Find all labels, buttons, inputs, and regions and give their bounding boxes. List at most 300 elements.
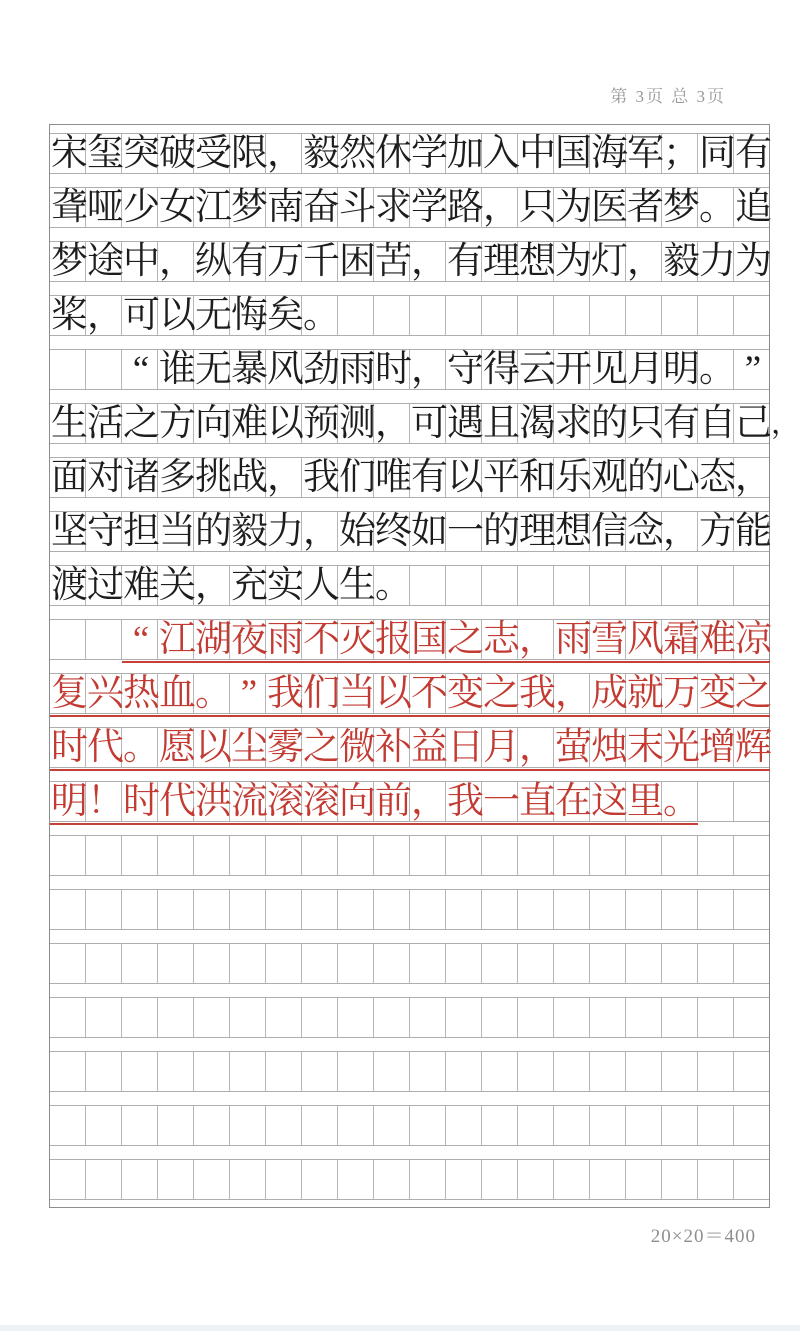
handwritten-char: 力 (699, 241, 736, 282)
grid-cell (554, 890, 590, 929)
grid-cell (338, 944, 374, 983)
handwritten-char: ， (303, 511, 340, 552)
handwritten-line (51, 509, 800, 557)
grid-cell (626, 1160, 662, 1199)
grid-cell (410, 998, 446, 1037)
handwritten-char: 江 (195, 187, 232, 228)
handwritten-line (51, 239, 800, 287)
grid-cell (50, 1160, 86, 1199)
handwritten-char: 的 (591, 403, 628, 444)
handwritten-char: 洪 (195, 781, 232, 822)
handwritten-char: 面 (51, 457, 88, 498)
handwritten-char: 向 (195, 403, 232, 444)
grid-cell (338, 998, 374, 1037)
handwritten-char: 梦 (231, 187, 268, 228)
handwritten-char: 梦 (663, 187, 700, 228)
handwritten-char: 途 (87, 241, 124, 282)
handwritten-char: 追 (735, 187, 772, 228)
grid-row (50, 1159, 769, 1200)
handwritten-char: 滚 (267, 781, 304, 822)
handwritten-char: 雨 (339, 349, 376, 390)
grid-cell (482, 836, 518, 875)
handwritten-char: 们 (303, 673, 340, 714)
handwritten-char: 只 (519, 187, 556, 228)
grid-cell (518, 1052, 554, 1091)
handwritten-char: 以 (267, 403, 304, 444)
handwritten-line (51, 725, 800, 773)
grid-cell (122, 998, 158, 1037)
handwritten-char: 当 (159, 511, 196, 552)
handwritten-char: 自 (699, 403, 736, 444)
grid-cell (554, 1106, 590, 1145)
handwritten-char: 宋 (51, 133, 88, 174)
grid-cell (410, 836, 446, 875)
grid-cell (518, 890, 554, 929)
handwritten-char: 然 (339, 133, 376, 174)
grid-cell (410, 1052, 446, 1091)
handwritten-char: 我 (267, 673, 304, 714)
handwritten-char: 诸 (123, 457, 160, 498)
grid-cell (518, 1160, 554, 1199)
handwritten-char: 月 (483, 727, 520, 768)
grid-cell (410, 944, 446, 983)
grid-cell (662, 1052, 698, 1091)
grid-cell (698, 1106, 734, 1145)
handwritten-char: 学 (411, 187, 448, 228)
handwritten-char: 限 (231, 133, 268, 174)
grid-cell (86, 890, 122, 929)
grid-cell (302, 1052, 338, 1091)
handwritten-char: 有 (411, 457, 448, 498)
handwritten-char: 增 (699, 727, 736, 768)
handwritten-char: 开 (555, 349, 592, 390)
handwritten-char: 以 (447, 457, 484, 498)
red-underline (50, 823, 698, 825)
handwritten-line (51, 779, 800, 827)
handwritten-char: 为 (735, 241, 772, 282)
red-underline (50, 769, 770, 771)
handwritten-char: 有 (735, 133, 772, 174)
handwritten-char: ， (159, 241, 196, 282)
handwritten-char: 只 (627, 403, 664, 444)
handwritten-char: ！ (87, 781, 124, 822)
grid-cell (734, 836, 769, 875)
grid-cell (194, 998, 230, 1037)
grid-cell (158, 1106, 194, 1145)
manuscript-grid (49, 124, 800, 1208)
handwritten-char: 医 (591, 187, 628, 228)
handwritten-char: 可 (123, 295, 160, 336)
grid-cell (518, 998, 554, 1037)
handwritten-char: 之 (123, 403, 160, 444)
handwritten-char: 代 (87, 727, 124, 768)
grid-cell (518, 944, 554, 983)
handwritten-char: 我 (303, 457, 340, 498)
handwritten-char: 困 (339, 241, 376, 282)
grid-cell (158, 836, 194, 875)
handwritten-char: 见 (591, 349, 628, 390)
grid-cell (698, 998, 734, 1037)
grid-cell (446, 890, 482, 929)
grid-cell (50, 1106, 86, 1145)
handwritten-char: 风 (267, 349, 304, 390)
handwritten-char: 测 (339, 403, 376, 444)
grid-cell (482, 1106, 518, 1145)
grid-cell (698, 890, 734, 929)
handwritten-char: ， (411, 241, 448, 282)
handwritten-char: 萤 (555, 727, 592, 768)
handwritten-char: 前 (375, 781, 412, 822)
handwritten-line (51, 617, 800, 665)
handwritten-char: 有 (663, 403, 700, 444)
grid-cell (482, 1160, 518, 1199)
grid-cell (302, 1106, 338, 1145)
grid-cell (50, 1052, 86, 1091)
handwritten-char: 学 (411, 133, 448, 174)
handwritten-char: 志 (483, 619, 520, 660)
grid-cell (86, 836, 122, 875)
handwritten-char: 念 (627, 511, 664, 552)
grid-cell (482, 890, 518, 929)
handwritten-char: 以 (375, 673, 412, 714)
handwritten-char: 难 (231, 403, 268, 444)
handwritten-char: 江 (159, 619, 196, 660)
handwritten-char: 难 (699, 619, 736, 660)
grid-cell (626, 944, 662, 983)
grid-cell (410, 1160, 446, 1199)
handwritten-char: 理 (519, 511, 556, 552)
handwritten-char: 有 (447, 241, 484, 282)
handwritten-char: 一 (447, 511, 484, 552)
handwritten-char: 为 (555, 241, 592, 282)
grid-cell (518, 1106, 554, 1145)
handwritten-char: 烛 (591, 727, 628, 768)
handwritten-char: 可 (411, 403, 448, 444)
grid-row (50, 997, 769, 1038)
handwritten-char: ， (771, 408, 800, 440)
grid-cell (698, 836, 734, 875)
handwritten-char: 。 (375, 565, 412, 606)
grid-cell (158, 1160, 194, 1199)
handwritten-char: 之 (483, 673, 520, 714)
handwritten-char: 挑 (195, 457, 232, 498)
grid-cell (230, 836, 266, 875)
handwritten-char: ， (519, 727, 556, 768)
handwritten-line (51, 347, 800, 395)
handwritten-char: 热 (123, 673, 160, 714)
handwritten-char: 国 (411, 619, 448, 660)
handwritten-char: 微 (339, 727, 376, 768)
grid-cell (122, 1106, 158, 1145)
handwritten-char: 谁 (159, 349, 196, 390)
handwritten-char: 成 (591, 673, 628, 714)
grid-cell (374, 836, 410, 875)
handwritten-char: 者 (627, 187, 664, 228)
handwritten-line (51, 563, 800, 611)
grid-row (50, 1051, 769, 1092)
handwritten-char: 之 (735, 673, 772, 714)
handwritten-char: 奋 (303, 187, 340, 228)
handwritten-char: 。 (663, 781, 700, 822)
grid-row (50, 943, 769, 984)
handwritten-char: ” (744, 349, 762, 390)
grid-cell (698, 1160, 734, 1199)
handwritten-char: 雨 (267, 619, 304, 660)
handwritten-char: ， (87, 295, 124, 336)
handwritten-char: ， (375, 403, 412, 444)
handwritten-char: ” (240, 673, 258, 714)
grid-cell (626, 836, 662, 875)
grid-cell (50, 836, 86, 875)
handwritten-char: 平 (483, 457, 520, 498)
grid-cell (338, 1106, 374, 1145)
handwritten-char: 毅 (663, 241, 700, 282)
grid-cell (302, 1160, 338, 1199)
grid-cell (122, 836, 158, 875)
grid-cell (158, 998, 194, 1037)
handwritten-char: 坚 (51, 511, 88, 552)
grid-cell (374, 998, 410, 1037)
handwritten-char: 变 (447, 673, 484, 714)
handwritten-char: 受 (195, 133, 232, 174)
grid-cell (338, 890, 374, 929)
handwritten-char: 毅 (303, 133, 340, 174)
grid-cell (590, 944, 626, 983)
grid-cell (482, 1052, 518, 1091)
grid-cell (554, 836, 590, 875)
handwritten-char: 苦 (375, 241, 412, 282)
handwritten-char: 己 (735, 403, 772, 444)
handwritten-char: 想 (555, 511, 592, 552)
handwritten-char: 时 (375, 349, 412, 390)
handwritten-char: 雾 (267, 727, 304, 768)
handwritten-char: 时 (51, 727, 88, 768)
handwritten-char: 。 (699, 187, 736, 228)
grid-cell (554, 1160, 590, 1199)
grid-cell (230, 1160, 266, 1199)
grid-cell (626, 1052, 662, 1091)
grid-cell (50, 944, 86, 983)
handwritten-char: ； (663, 133, 700, 174)
handwritten-char: 实 (267, 565, 304, 606)
handwritten-char: 理 (483, 241, 520, 282)
grid-row (50, 835, 769, 876)
handwritten-char: 海 (591, 133, 628, 174)
grid-cell (446, 1052, 482, 1091)
handwritten-char: 求 (375, 187, 412, 228)
handwritten-char: 补 (375, 727, 412, 768)
grid-cell (194, 1052, 230, 1091)
handwritten-char: 方 (699, 511, 736, 552)
handwritten-char: 辉 (735, 727, 772, 768)
handwritten-char: 女 (159, 187, 196, 228)
handwritten-char: 如 (411, 511, 448, 552)
grid-cell (698, 1052, 734, 1091)
grid-cell (698, 944, 734, 983)
handwritten-char: 日 (447, 727, 484, 768)
handwritten-char: 渡 (51, 565, 88, 606)
handwritten-char: 时 (123, 781, 160, 822)
handwritten-line (51, 131, 800, 179)
handwritten-char: 关 (159, 565, 196, 606)
grid-cell (590, 890, 626, 929)
handwritten-char: 里 (627, 781, 664, 822)
handwritten-char: 玺 (87, 133, 124, 174)
grid-cell (158, 890, 194, 929)
grid-cell (410, 1106, 446, 1145)
handwritten-char: “ (132, 349, 150, 390)
handwritten-char: 灭 (339, 619, 376, 660)
handwritten-char: 守 (447, 349, 484, 390)
grid-cell (158, 944, 194, 983)
grid-cell (194, 1160, 230, 1199)
handwritten-char: ， (411, 349, 448, 390)
handwritten-char: 得 (483, 349, 520, 390)
handwritten-char: 复 (51, 673, 88, 714)
handwritten-char: 当 (339, 673, 376, 714)
bottom-divider (0, 1325, 800, 1331)
handwritten-char: 光 (663, 727, 700, 768)
handwritten-char: 矣 (267, 295, 304, 336)
handwritten-char: 血 (159, 673, 196, 714)
handwritten-char: 方 (159, 403, 196, 444)
handwritten-char: 观 (591, 457, 628, 498)
grid-cell (266, 836, 302, 875)
handwritten-char: 始 (339, 511, 376, 552)
grid-cell (194, 890, 230, 929)
handwritten-char: ， (555, 673, 592, 714)
grid-cell (410, 890, 446, 929)
grid-cell (86, 944, 122, 983)
handwritten-char: 活 (87, 403, 124, 444)
handwritten-char: 担 (123, 511, 160, 552)
grid-cell (86, 1106, 122, 1145)
grid-cell (734, 944, 769, 983)
handwritten-char: 夜 (231, 619, 268, 660)
handwritten-char: 终 (375, 511, 412, 552)
handwritten-char: 悔 (231, 295, 268, 336)
handwritten-char: 万 (267, 241, 304, 282)
handwritten-char: 。 (699, 349, 736, 390)
handwritten-char: 。 (303, 295, 340, 336)
handwritten-char: 向 (339, 781, 376, 822)
handwritten-char: 无 (195, 295, 232, 336)
handwritten-char: 遇 (447, 403, 484, 444)
handwritten-char: 国 (555, 133, 592, 174)
handwritten-line (51, 401, 800, 449)
grid-cell (662, 890, 698, 929)
grid-cell (302, 998, 338, 1037)
handwritten-char: 明 (663, 349, 700, 390)
handwritten-char: ， (519, 619, 556, 660)
handwritten-line (51, 293, 800, 341)
grid-cell (734, 1052, 769, 1091)
grid-cell (446, 1160, 482, 1199)
grid-cell (230, 890, 266, 929)
grid-cell (338, 836, 374, 875)
handwritten-char: 尘 (231, 727, 268, 768)
grid-cell (626, 998, 662, 1037)
handwritten-char: 有 (231, 241, 268, 282)
handwritten-char: 月 (627, 349, 664, 390)
handwritten-char: 唯 (375, 457, 412, 498)
handwritten-char: 入 (483, 133, 520, 174)
handwritten-char: 凉 (735, 619, 772, 660)
handwritten-char: 的 (483, 511, 520, 552)
grid-cell (518, 836, 554, 875)
handwritten-char: ， (735, 457, 772, 498)
handwritten-char: 就 (627, 673, 664, 714)
grid-row (50, 889, 769, 930)
grid-cell (122, 1160, 158, 1199)
handwritten-char: 乐 (555, 457, 592, 498)
handwritten-char: 无 (195, 349, 232, 390)
handwritten-char: 加 (447, 133, 484, 174)
grid-cell (446, 836, 482, 875)
handwritten-char: 路 (447, 187, 484, 228)
handwritten-char: 多 (159, 457, 196, 498)
grid-cell (266, 944, 302, 983)
handwritten-char: 难 (123, 565, 160, 606)
red-underline (50, 715, 770, 717)
handwritten-char: 末 (627, 727, 664, 768)
grid-cell (626, 1106, 662, 1145)
handwritten-char: 们 (339, 457, 376, 498)
handwritten-char: 这 (591, 781, 628, 822)
handwritten-char: 不 (411, 673, 448, 714)
grid-cell (590, 836, 626, 875)
grid-cell (194, 1106, 230, 1145)
handwritten-char: ， (195, 565, 232, 606)
handwritten-char: 南 (267, 187, 304, 228)
grid-row (50, 1105, 769, 1146)
handwritten-char: 生 (339, 565, 376, 606)
grid-cell (554, 944, 590, 983)
grid-cell (266, 1106, 302, 1145)
grid-cell (194, 944, 230, 983)
handwritten-char: 益 (411, 727, 448, 768)
handwritten-char: 想 (519, 241, 556, 282)
handwritten-char: 直 (519, 781, 556, 822)
handwritten-char: 我 (447, 781, 484, 822)
handwritten-char: 暴 (231, 349, 268, 390)
handwritten-char: 桨 (51, 295, 88, 336)
handwritten-char: 生 (51, 403, 88, 444)
handwritten-char: 灯 (591, 241, 628, 282)
handwritten-char: 能 (735, 511, 772, 552)
grid-cell (446, 998, 482, 1037)
grid-cell (554, 998, 590, 1037)
handwritten-char: 充 (231, 565, 268, 606)
handwritten-char: 破 (159, 133, 196, 174)
handwritten-line (51, 185, 800, 233)
handwritten-char: 和 (519, 457, 556, 498)
handwritten-char: 代 (159, 781, 196, 822)
handwritten-char: 劲 (303, 349, 340, 390)
handwritten-char: 以 (159, 295, 196, 336)
handwritten-char: 愿 (159, 727, 196, 768)
grid-cell (590, 1106, 626, 1145)
grid-cell (266, 890, 302, 929)
grid-cell (50, 998, 86, 1037)
grid-cell (302, 836, 338, 875)
handwritten-char: 霜 (663, 619, 700, 660)
handwritten-char: 信 (591, 511, 628, 552)
grid-size-label: 20×20＝400 (650, 1226, 756, 1247)
handwritten-char: ， (267, 457, 304, 498)
handwritten-char: 中 (123, 241, 160, 282)
handwritten-char: 我 (519, 673, 556, 714)
